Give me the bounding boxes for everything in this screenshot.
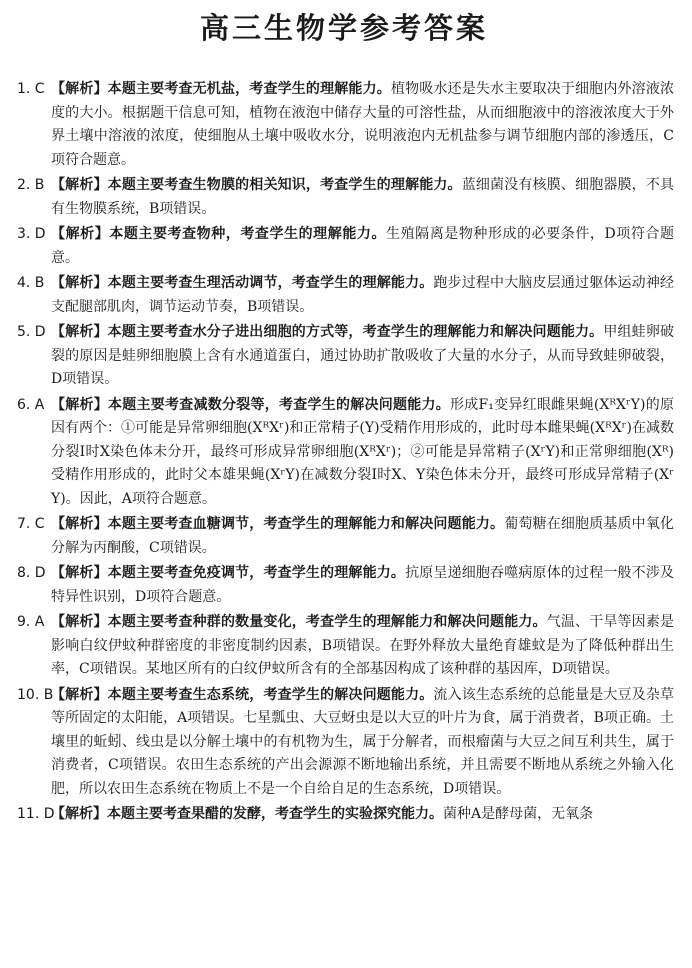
analysis-text: 抗原呈递细胞吞噬病原体的过程一般不涉及特异性识别，D项符合题意。	[51, 565, 675, 605]
page-title: 高三生物学参考答案	[199, 11, 488, 45]
answer-body	[51, 223, 674, 270]
analysis-lead: 【解析】本题主要考查种群的数量变化，考查学生的理解能力和解决问题能力。	[51, 614, 547, 630]
answer-body	[51, 272, 674, 319]
analysis-text: 甲组蛙卵破裂的原因是蛙卵细胞膜上含有水通道蛋白，通过协助扩散吸收了大量的水分子，从而导致蛙卵破裂，D项错误。	[51, 324, 675, 387]
answer-item	[14, 562, 674, 609]
answer-body	[51, 394, 674, 512]
analysis-lead: 【解析】本题主要考查果醋的发酵，考查学生的实验探究能力。	[51, 806, 443, 822]
analysis-text: 形成F₁变异红眼雌果蝇(XᴿXʳY)的原因有两个：①可能是异常卵细胞(XᴿXʳ)和正常精子(Y)受精作用形成的，此时母本雌果蝇(XᴿXʳ)在减数分裂Ⅰ时X染色体未分开，最终可形成异常卵细胞(XᴿXʳ)；②可能是异常精子(XʳY)和正常卵细胞(Xᴿ)受精作用形成的，此时父本雄果蝇(XʳY)在减数分裂Ⅰ时X、Y染色体未分开，最终可形成异常精子(XʳY)。因此，A项符合题意。	[51, 396, 674, 507]
answer-body	[51, 513, 674, 560]
analysis-lead: 【解析】本题主要考查水分子进出细胞的方式等，考查学生的理解能力和解决问题能力。	[51, 324, 604, 340]
answer-item	[14, 78, 674, 172]
answer-number: 7. C	[17, 516, 45, 532]
answer-item	[14, 272, 674, 319]
answer-number: 1. C	[17, 81, 45, 97]
answer-body	[51, 611, 674, 682]
answer-body	[51, 174, 674, 221]
answer-number: 3. D	[17, 226, 46, 242]
answer-list	[14, 78, 674, 827]
analysis-lead: 【解析】本题主要考查物种，考查学生的理解能力。	[51, 226, 387, 242]
answer-number: 4. B	[17, 275, 45, 291]
answer-number: 6. A	[17, 396, 45, 413]
analysis-text: 葡萄糖在细胞质基质中氧化分解为丙酮酸，C项错误。	[51, 516, 675, 556]
answer-item	[14, 174, 674, 221]
answer-item	[14, 513, 674, 560]
analysis-text: 植物吸水还是失水主要取决于细胞内外溶液浓度的大小。根据题干信息可知，植物在液泡中储存大量的可溶性盐，从而细胞液中的溶液浓度大于外界土壤中溶液的浓度，使细胞从土壤中吸收水分，说明液泡内无机盐参与调节细胞内部的渗透压，C项符合题意。	[51, 81, 674, 168]
answer-item	[14, 684, 674, 802]
analysis-lead: 【解析】本题主要考查减数分裂等，考查学生的解决问题能力。	[51, 396, 451, 413]
analysis-text: 生殖隔离是物种形成的必要条件，D项符合题意。	[51, 226, 674, 266]
answer-item	[14, 321, 674, 392]
answer-item	[14, 223, 674, 270]
answer-number: 5. D	[17, 324, 46, 340]
answer-body	[51, 684, 674, 802]
analysis-text: 菌种A是酵母菌，无氧条	[443, 806, 594, 822]
answer-number: 8. D	[17, 565, 46, 581]
answer-number: 2. B	[17, 177, 45, 193]
answer-number: 11. D	[17, 806, 55, 822]
analysis-lead: 【解析】本题主要考查生态系统，考查学生的解决问题能力。	[51, 686, 434, 703]
answer-body	[51, 562, 674, 609]
analysis-lead: 【解析】本题主要考查生理活动调节，考查学生的理解能力。	[51, 275, 434, 291]
answer-body	[51, 803, 674, 827]
analysis-text: 流入该生态系统的总能量是大豆及杂草等所固定的太阳能，A项错误。七星瓢虫、大豆蚜虫是以大豆的叶片为食，属于消费者，B项正确。土壤里的蚯蚓、线虫是以分解土壤中的有机物为生，属于分解者，而根瘤菌与大豆之间互利共生，属于消费者，C项错误。农田生态系统的产出会源源不断地输出系统，并且需要不断地从系统之外输入化肥，所以农田生态系统在物质上不是一个自给自足的生态系统，D项错误。	[51, 686, 675, 797]
analysis-lead: 【解析】本题主要考查血糖调节，考查学生的理解能力和解决问题能力。	[51, 516, 505, 532]
analysis-lead: 【解析】本题主要考查免疫调节，考查学生的理解能力。	[51, 565, 406, 581]
analysis-lead: 【解析】本题主要考查无机盐，考查学生的理解能力。	[51, 81, 391, 97]
answer-item	[14, 803, 674, 827]
answer-item	[14, 394, 674, 512]
answer-body	[51, 78, 674, 172]
analysis-lead: 【解析】本题主要考查生物膜的相关知识，考查学生的理解能力。	[51, 177, 462, 193]
answer-number: 10. B	[17, 686, 54, 703]
answer-number: 9. A	[17, 614, 45, 630]
answer-body	[51, 321, 674, 392]
analysis-text: 气温、干旱等因素是影响白纹伊蚊种群密度的非密度制约因素，B项错误。在野外释放大量绝育雄蚊是为了降低种群出生率，C项错误。某地区所有的白纹伊蚊所含有的全部基因构成了该种群的基因库，D项错误。	[51, 614, 675, 677]
analysis-text: 蓝细菌没有核膜、细胞器膜，不具有生物膜系统，B项错误。	[51, 177, 675, 217]
answer-item	[14, 611, 674, 682]
analysis-text: 跑步过程中大脑皮层通过躯体运动神经支配腿部肌肉，调节运动节奏，B项错误。	[51, 275, 675, 315]
